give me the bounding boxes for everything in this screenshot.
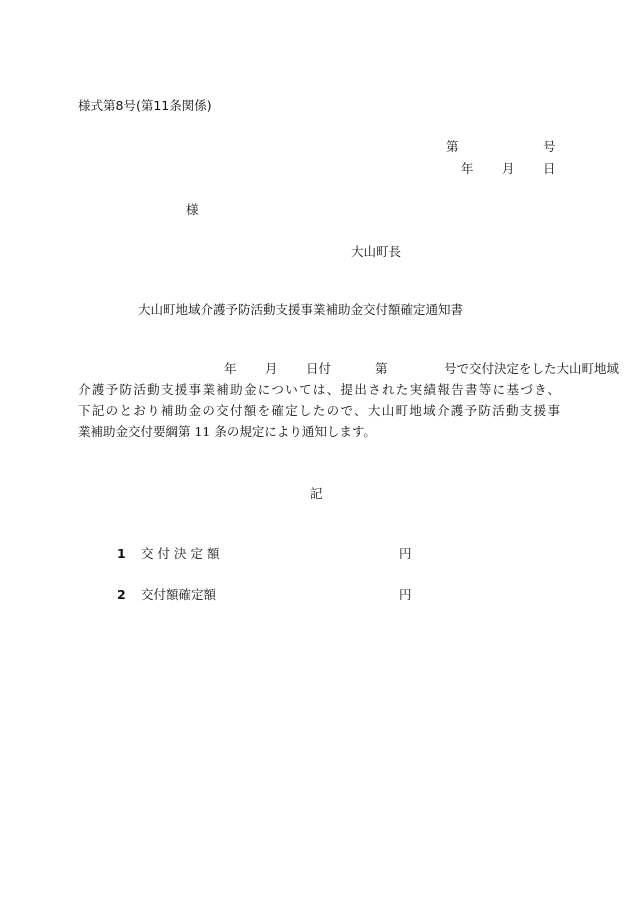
body-month: 月: [265, 361, 278, 376]
item-1-unit: 円: [399, 546, 412, 561]
date-day: 日: [543, 161, 556, 176]
body-date: 日付: [306, 361, 332, 376]
item-1-label: 交付決定額: [141, 546, 224, 561]
date-month: 月: [502, 161, 515, 176]
body-year: 年: [224, 361, 237, 376]
document-number-prefix: 第: [446, 139, 459, 154]
body-number-prefix: 第: [375, 361, 388, 376]
sender-name: 大山町長: [351, 244, 402, 259]
form-number: 様式第8号(第11条関係): [78, 98, 212, 113]
date-year: 年: [461, 161, 474, 176]
document-number-suffix: 号: [543, 139, 556, 154]
recipient-honorific: 様: [186, 202, 199, 217]
body-line-4: 業補助金交付要綱第 11 条の規定により通知します。: [78, 424, 376, 439]
item-2-label: 交付額確定額: [141, 587, 217, 602]
item-2-unit: 円: [399, 587, 412, 602]
body-line-2: 介護予防活動支援事業補助金については、提出された実績報告書等に基づき、: [78, 382, 560, 397]
body-line-3: 下記のとおり補助金の交付額を確定したので、大山町地域介護予防活動支援事: [78, 403, 560, 418]
item-2-number: 2: [117, 587, 126, 602]
document-title: 大山町地域介護予防活動支援事業補助金交付額確定通知書: [138, 302, 464, 317]
body-line-1-text: 号で交付決定をした大山町地域: [444, 361, 620, 376]
ki-heading: 記: [310, 486, 323, 501]
item-1-number: 1: [117, 546, 126, 561]
